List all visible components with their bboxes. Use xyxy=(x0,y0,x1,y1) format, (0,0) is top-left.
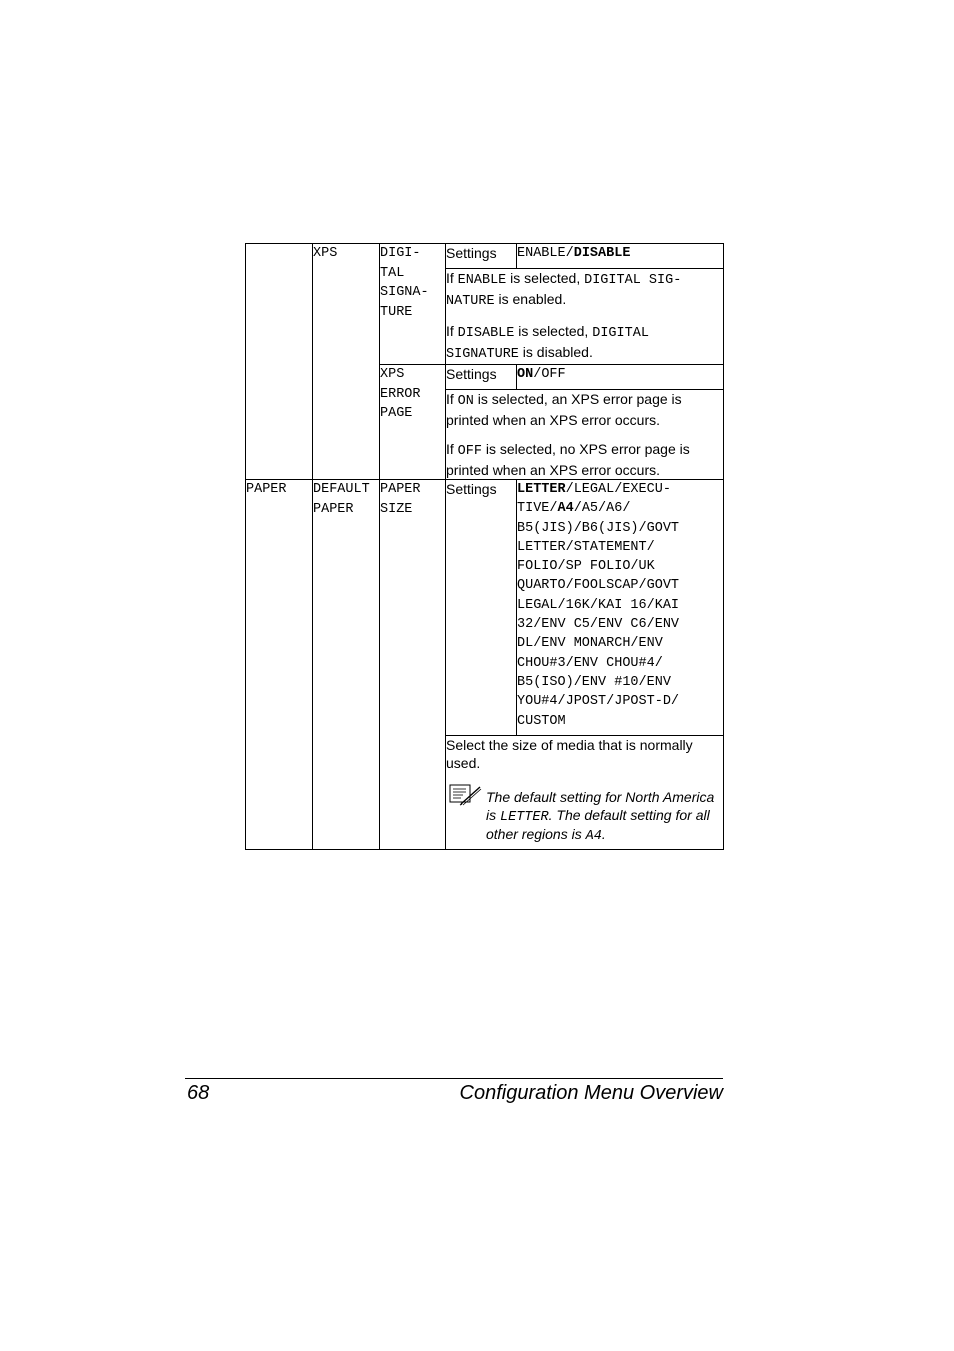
description-paragraph: Select the size of media that is normally used. xyxy=(446,737,693,771)
item-paper-size: PAPER SIZE xyxy=(380,480,446,850)
default-value-a4: A4 xyxy=(557,501,574,517)
level1-paper: PAPER xyxy=(246,480,313,850)
page-number: 68 xyxy=(187,1082,210,1104)
item-xps-error-page: XPS ERROR PAGE xyxy=(380,365,446,480)
description-paragraph: If OFF is selected, no XPS error page is printed when an XPS error occurs. xyxy=(446,441,690,478)
description-paragraph: If DISABLE is selected, DIGITAL SIGNATURE is disabled. xyxy=(446,323,649,362)
value-enable: ENABLE xyxy=(517,246,566,261)
settings-label: Settings xyxy=(446,244,517,269)
description-paper-size xyxy=(446,736,724,850)
settings-label: Settings xyxy=(446,480,517,736)
configuration-menu-table xyxy=(245,243,724,850)
level1-empty-cell xyxy=(246,244,313,480)
default-value-letter: LETTER xyxy=(517,482,566,497)
default-value-on: ON xyxy=(517,367,534,382)
description-paragraph: If ON is selected, an XPS error page is printed when an XPS error occurs. xyxy=(446,391,682,428)
description-digital-signature xyxy=(446,269,724,365)
settings-values-digital-signature: ENABLE/DISABLE xyxy=(517,244,724,269)
note-pencil-icon xyxy=(446,783,486,807)
description-xps-error-page xyxy=(446,390,724,480)
value-off: OFF xyxy=(541,367,566,382)
level2-default-paper: DEFAULT PAPER xyxy=(313,480,380,850)
level2-xps: XPS xyxy=(313,244,380,480)
item-digital-signature: DIGI- TAL SIGNA- TURE xyxy=(380,244,446,365)
settings-values-paper-size: LETTER/LEGAL/EXECU- TIVE/A4/A5/A6/ B5(JIS)/B6(JIS)/GOVT LETTER/STATEMENT/ FOLIO/SP FOLIO/UK QUARTO/FOOLSCAP/GOVT LEGAL/16K/KAI 16/KAI 32/ENV C5/ENV C6/ENV DL/ENV MONARCH/ENV CHOU#3/ENV CHOU#4/ B5(ISO)/ENV #10/ENV YOU#4/JPOST/JPOST-D/ CUSTOM xyxy=(517,480,724,736)
default-value-disable: DISABLE xyxy=(573,246,631,261)
note xyxy=(446,783,723,846)
description-paragraph: If ENABLE is selected, DIGITAL SIG-NATURE is enabled. xyxy=(446,270,682,309)
settings-values-xps-error-page: ON/OFF xyxy=(517,365,724,390)
footer-divider xyxy=(185,1078,723,1079)
note-text: The default setting for North America is LETTER. The default setting for all other regions is A4. xyxy=(486,789,715,844)
settings-label: Settings xyxy=(446,365,517,390)
footer-title: Configuration Menu Overview xyxy=(459,1082,723,1104)
